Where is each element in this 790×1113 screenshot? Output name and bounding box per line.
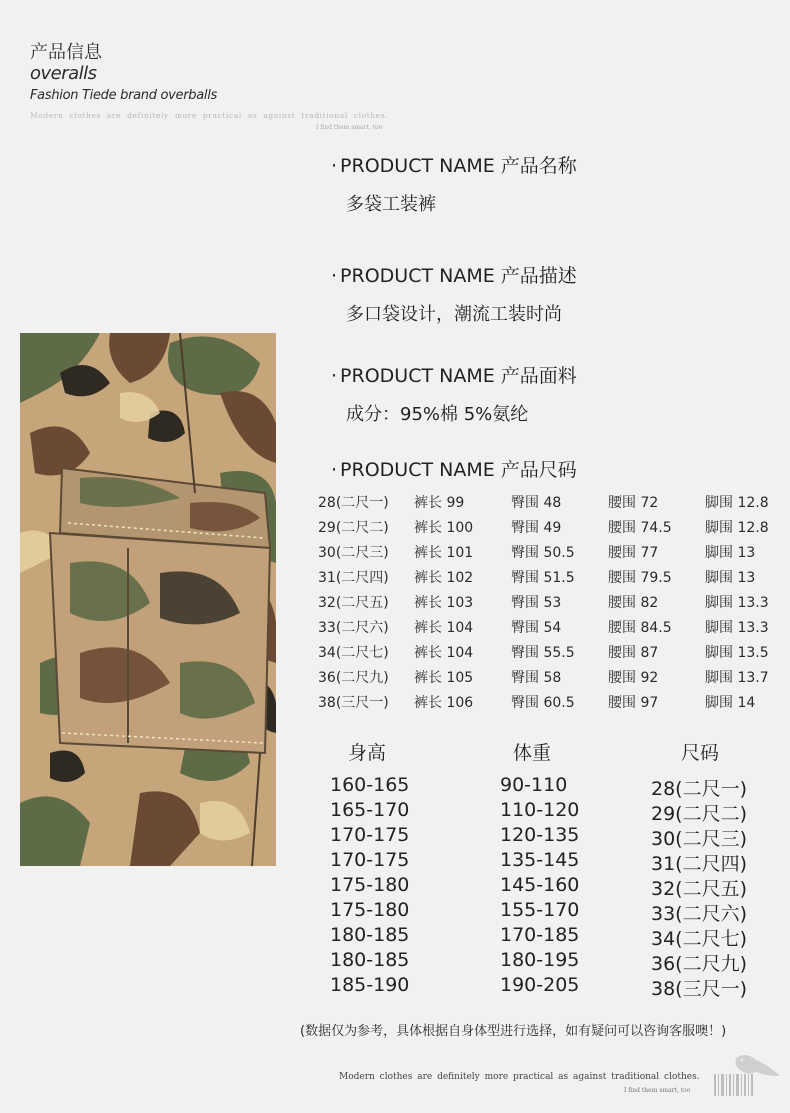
hip-cell: 臀围 49 — [511, 520, 562, 536]
bird-barcode-logo — [712, 1052, 782, 1097]
hem-cell: 脚围 13.5 — [705, 645, 769, 661]
waist-cell: 腰围 72 — [608, 495, 659, 511]
size-cell: 29(二尺二) — [651, 803, 748, 825]
hip-cell: 臀围 54 — [511, 620, 562, 636]
weight-cell: 190-205 — [500, 974, 580, 996]
size-cell: 28(二尺一) — [651, 778, 748, 800]
section-value: 多袋工装裤 — [346, 194, 436, 215]
size-cell: 29(二尺二) — [318, 520, 389, 536]
section-title-text: PRODUCT NAME 产品描述 — [340, 265, 577, 287]
hem-cell: 脚围 13.3 — [705, 595, 769, 611]
weight-cell: 120-135 — [500, 824, 580, 846]
hip-cell: 臀围 55.5 — [511, 645, 575, 661]
hem-cell: 脚围 13.7 — [705, 670, 769, 686]
weight-cell: 180-195 — [500, 949, 580, 971]
length-cell: 裤长 99 — [414, 495, 465, 511]
table-row — [318, 949, 778, 974]
hem-cell: 脚围 13 — [705, 570, 756, 586]
table-row — [318, 874, 778, 899]
hip-cell: 臀围 50.5 — [511, 545, 575, 561]
height-cell: 175-180 — [330, 899, 410, 921]
section-product-description — [331, 261, 577, 326]
size-cell: 38(三尺一) — [651, 978, 748, 1000]
footer-line: Modern clothes are definitely more practical as against traditional clothes. — [339, 1072, 700, 1082]
recommendation-table — [318, 738, 778, 999]
length-cell: 裤长 104 — [414, 645, 474, 661]
table-row — [318, 774, 778, 799]
height-cell: 180-185 — [330, 949, 410, 971]
recommendation-header — [318, 738, 778, 774]
table-row — [318, 924, 778, 949]
size-cell: 32(二尺五) — [651, 878, 748, 900]
hem-cell: 脚围 14 — [705, 695, 756, 711]
weight-cell: 110-120 — [500, 799, 580, 821]
bullet-dot: · — [331, 365, 338, 387]
weight-cell: 170-185 — [500, 924, 580, 946]
camo-cargo-pants-pocket-photo — [20, 333, 276, 866]
hip-cell: 臀围 48 — [511, 495, 562, 511]
header-subtitle: Fashion Tiede brand overballs — [30, 88, 218, 103]
weight-cell: 90-110 — [500, 774, 568, 796]
waist-cell: 腰围 97 — [608, 695, 659, 711]
reference-note: (数据仅为参考，具体根据自身体型进行选择，如有疑问可以咨询客服噢！) — [300, 1024, 727, 1039]
height-cell: 170-175 — [330, 824, 410, 846]
bird-icon — [712, 1052, 782, 1097]
waist-cell: 腰围 82 — [608, 595, 659, 611]
section-title — [331, 151, 577, 178]
size-cell: 33(二尺六) — [318, 620, 389, 636]
height-cell: 180-185 — [330, 924, 410, 946]
waist-cell: 腰围 92 — [608, 670, 659, 686]
table-row — [318, 799, 778, 824]
section-title — [331, 261, 577, 288]
section-title — [331, 361, 577, 388]
table-row — [318, 824, 778, 849]
weight-cell: 135-145 — [500, 849, 580, 871]
footer-small: I find them smart, too — [624, 1087, 691, 1094]
hip-cell: 臀围 58 — [511, 670, 562, 686]
header-height: 身高 — [348, 742, 387, 764]
bullet-dot: · — [331, 265, 338, 287]
hem-cell: 脚围 13.3 — [705, 620, 769, 636]
size-cell: 34(二尺七) — [651, 928, 748, 950]
size-cell: 34(二尺七) — [318, 645, 389, 661]
section-value: 成分：95%棉 5%氨纶 — [346, 404, 529, 425]
height-cell: 170-175 — [330, 849, 410, 871]
header-en-title: overalls — [30, 63, 97, 84]
section-title-text: PRODUCT NAME 产品面料 — [340, 365, 577, 387]
hem-cell: 脚围 12.8 — [705, 495, 769, 511]
size-cell: 30(二尺三) — [318, 545, 389, 561]
waist-cell: 腰围 84.5 — [608, 620, 672, 636]
waist-cell: 腰围 79.5 — [608, 570, 672, 586]
header-faint-line: Modern clothes are definitely more practical as against traditional clothes. — [30, 111, 389, 120]
size-cell: 31(二尺四) — [651, 853, 748, 875]
section-product-fabric — [331, 361, 577, 426]
size-cell: 33(二尺六) — [651, 903, 748, 925]
height-cell: 160-165 — [330, 774, 410, 796]
section-title-text: PRODUCT NAME 产品名称 — [340, 155, 577, 177]
bullet-dot: · — [331, 459, 338, 481]
size-cell: 36(二尺九) — [318, 670, 389, 686]
length-cell: 裤长 102 — [414, 570, 474, 586]
length-cell: 裤长 106 — [414, 695, 474, 711]
section-title — [331, 455, 577, 482]
size-cell: 38(三尺一) — [318, 695, 389, 711]
hem-cell: 脚围 13 — [705, 545, 756, 561]
hip-cell: 臀围 51.5 — [511, 570, 575, 586]
product-photo — [20, 333, 276, 866]
hem-cell: 脚围 12.8 — [705, 520, 769, 536]
header-faint-small: I find them smart, too — [316, 124, 383, 131]
height-cell: 175-180 — [330, 874, 410, 896]
header-size: 尺码 — [681, 742, 720, 764]
length-cell: 裤长 101 — [414, 545, 474, 561]
length-cell: 裤长 100 — [414, 520, 474, 536]
length-cell: 裤长 103 — [414, 595, 474, 611]
waist-cell: 腰围 87 — [608, 645, 659, 661]
size-cell: 32(二尺五) — [318, 595, 389, 611]
size-cell: 36(二尺九) — [651, 953, 748, 975]
waist-cell: 腰围 77 — [608, 545, 659, 561]
table-row — [318, 849, 778, 874]
section-product-size — [331, 455, 577, 482]
section-value: 多口袋设计，潮流工装时尚 — [346, 304, 562, 325]
section-product-name — [331, 151, 577, 216]
bullet-dot: · — [331, 155, 338, 177]
header-weight: 体重 — [513, 742, 552, 764]
section-title-text: PRODUCT NAME 产品尺码 — [340, 459, 577, 481]
height-cell: 185-190 — [330, 974, 410, 996]
table-row — [318, 899, 778, 924]
height-cell: 165-170 — [330, 799, 410, 821]
weight-cell: 155-170 — [500, 899, 580, 921]
header-cn-title: 产品信息 — [30, 42, 102, 63]
hip-cell: 臀围 53 — [511, 595, 562, 611]
size-cell: 28(二尺一) — [318, 495, 389, 511]
length-cell: 裤长 104 — [414, 620, 474, 636]
size-cell: 31(二尺四) — [318, 570, 389, 586]
table-row — [318, 974, 778, 999]
size-cell: 30(二尺三) — [651, 828, 748, 850]
waist-cell: 腰围 74.5 — [608, 520, 672, 536]
weight-cell: 145-160 — [500, 874, 580, 896]
length-cell: 裤长 105 — [414, 670, 474, 686]
hip-cell: 臀围 60.5 — [511, 695, 575, 711]
